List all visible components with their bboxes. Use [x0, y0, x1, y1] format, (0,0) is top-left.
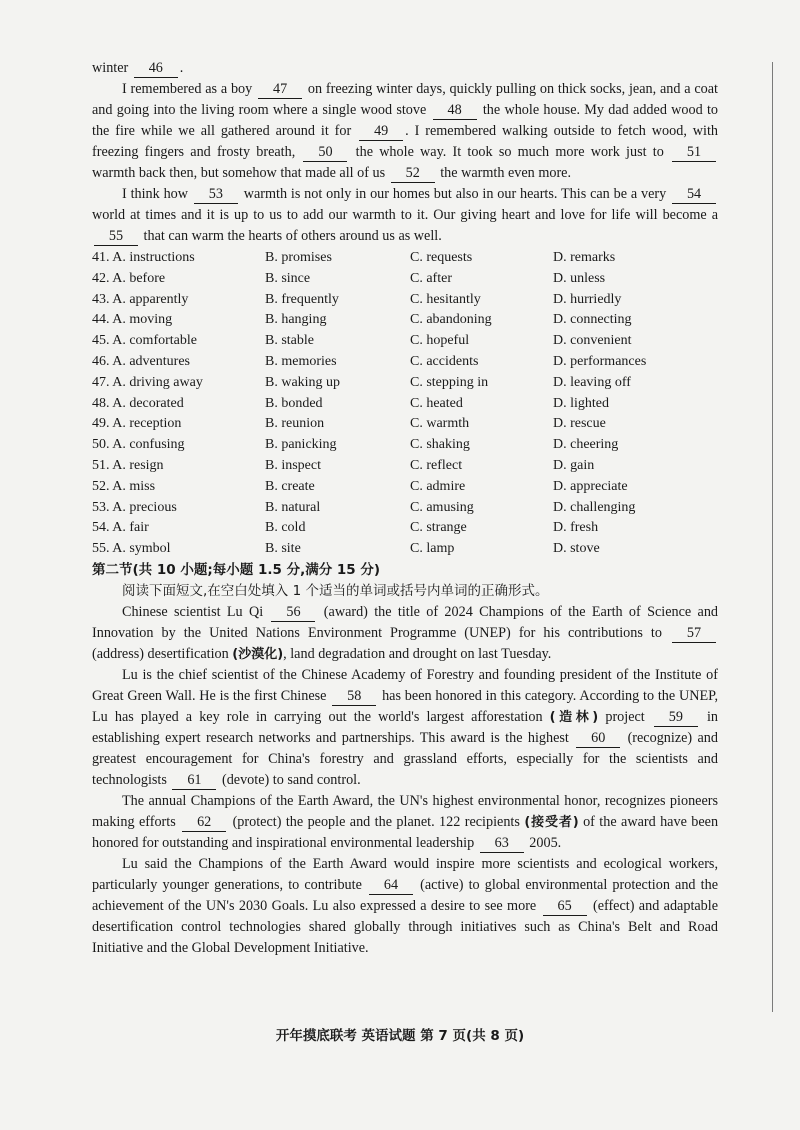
option-b: B. stable: [265, 333, 314, 349]
gloss-desertification: (沙漠化): [232, 646, 284, 662]
option-a: 53. A. precious: [92, 499, 177, 515]
option-b: B. waking up: [265, 374, 341, 390]
blank-58: 58: [332, 688, 376, 706]
option-b: B. promises: [265, 250, 332, 265]
option-a: 45. A. comfortable: [92, 333, 197, 349]
option-b: B. site: [265, 541, 301, 557]
option-row-46: [92, 352, 718, 373]
page-footer: 开年摸底联考 英语试题 第 7 页(共 8 页): [275, 1028, 525, 1044]
option-d: D. unless: [553, 270, 606, 286]
option-a: 43. A. apparently: [92, 291, 189, 307]
option-a: 51. A. resign: [92, 457, 164, 473]
option-row-48: [92, 394, 718, 415]
option-c: C. admire: [410, 478, 466, 494]
option-c: C. accidents: [410, 353, 479, 369]
option-c: C. shaking: [410, 437, 470, 453]
option-d: D. lighted: [553, 395, 609, 411]
option-b: B. since: [265, 270, 311, 286]
blank-55: 55: [94, 228, 138, 246]
option-row-55: [92, 539, 718, 560]
option-d: D. convenient: [553, 333, 632, 349]
blank-48: 48: [433, 102, 477, 120]
option-c: C. reflect: [410, 457, 463, 473]
option-b: B. natural: [265, 499, 321, 515]
option-c: C. heated: [410, 395, 463, 411]
option-row-45: [92, 331, 718, 352]
option-c: C. strange: [410, 520, 467, 536]
option-a: 48. A. decorated: [92, 395, 184, 411]
option-c: C. requests: [410, 250, 473, 265]
option-d: D. hurriedly: [553, 291, 622, 307]
option-d: D. rescue: [553, 416, 606, 432]
option-c: C. amusing: [410, 499, 474, 515]
passage2-paragraph-2: Lu is the chief scientist of the Chinese Academy of Forestry and founding president of the Institute of Great Green Wall. He is the first Chinese 58 has been honored in this category. According to the UNEP, Lu has played a key role in carrying out the world's largest afforestation (造林) project 59 in establishing expert research networks and partnerships. This award is the highest 60 (recognize) and greatest encouragement for China's forestry and grassland efforts, especially for the scientists and technologists 61 (devote) to sand control.: [92, 666, 719, 788]
gloss-afforestation: (造林): [549, 709, 599, 725]
blank-49: 49: [359, 123, 403, 141]
option-c: C. hopeful: [410, 333, 470, 349]
option-d: D. fresh: [553, 520, 599, 536]
option-a: 47. A. driving away: [92, 374, 203, 390]
option-b: B. bonded: [265, 395, 323, 411]
option-row-54: [92, 518, 718, 539]
blank-46: 46: [134, 60, 178, 78]
exam-page: [92, 58, 718, 959]
option-row-42: [92, 269, 718, 290]
option-c: C. abandoning: [410, 312, 492, 328]
option-row-47: [92, 373, 718, 394]
passage1-paragraph-2: I think how 53 warmth is not only in our homes but also in our hearts. This can be a very 54 world at times and it is up to us to add our warmth to it. Our giving heart and love for life will become a 55 that can warm the hearts of others around us as well.: [92, 186, 718, 244]
option-c: C. after: [410, 270, 452, 286]
option-a: 46. A. adventures: [92, 353, 190, 369]
option-a: 41. A. instructions: [92, 250, 195, 265]
blank-51: 51: [672, 144, 716, 162]
option-a: 44. A. moving: [92, 312, 173, 328]
option-row-49: [92, 414, 718, 435]
option-a: 42. A. before: [92, 270, 166, 286]
passage2-paragraph-4: Lu said the Champions of the Earth Award would inspire more scientists and ecological workers, particularly younger generations, to contribute 64 (active) to global environmental protection and the achievement of the UN's 2030 Goals. Lu also expressed a desire to see more 65 (effect) and adaptable desertification control technologies shared globally through initiatives such as China's Belt and Road Initiative and the Global Development Initiative.: [92, 855, 719, 956]
option-b: B. cold: [265, 520, 306, 536]
option-row-51: [92, 456, 718, 477]
option-b: B. reunion: [265, 416, 325, 432]
option-d: D. remarks: [553, 250, 616, 265]
option-c: C. warmth: [410, 416, 470, 432]
option-b: B. panicking: [265, 437, 337, 453]
option-row-44: [92, 310, 718, 331]
option-d: D. leaving off: [553, 374, 631, 390]
option-a: 55. A. symbol: [92, 541, 171, 557]
gloss-recipients: (接受者): [524, 814, 579, 830]
blank-47: 47: [258, 81, 302, 99]
blank-50: 50: [303, 144, 347, 162]
option-c: C. stepping in: [410, 374, 489, 390]
option-d: D. stove: [553, 541, 600, 557]
option-a: 52. A. miss: [92, 478, 156, 494]
option-b: B. hanging: [265, 312, 327, 328]
section-heading: 第二节(共 10 小题;每小题 1.5 分,满分 15 分): [92, 561, 381, 578]
option-c: C. hesitantly: [410, 291, 481, 307]
option-d: D. connecting: [553, 312, 632, 328]
option-b: B. create: [265, 478, 315, 494]
passage2-paragraph-3: The annual Champions of the Earth Award, the UN's highest environmental honor, recognizes pioneers making efforts 62 (protect) the people and the planet. 122 recipients (接受者) of the award have been honored for outstanding and inspirational environmental leadership 63 2005.: [92, 792, 719, 851]
option-c: C. lamp: [410, 541, 455, 557]
blank-52: 52: [391, 165, 435, 183]
option-b: B. frequently: [265, 291, 339, 307]
option-d: D. performances: [553, 353, 647, 369]
option-a: 49. A. reception: [92, 416, 182, 432]
option-a: 54. A. fair: [92, 520, 149, 536]
blank-53: 53: [194, 186, 238, 204]
passage1-paragraph-1: I remembered as a boy 47 on freezing winter days, quickly pulling on thick socks, jean, and a coat and going into the living room where a single wood stove 48 the whole house. My dad added wood to the fire while we all gathered around it for 49 . I remembered walking outside to fetch wood, with freezing fingers and frosty breath, 50 the whole way. It took so much more work just to 51 warmth back then, but somehow that made all of us 52 the warmth even more.: [92, 81, 719, 181]
option-d: D. challenging: [553, 499, 636, 515]
option-row-41: [92, 248, 718, 269]
blank-61: 61: [172, 772, 216, 790]
answer-options: [92, 248, 718, 560]
blank-62: 62: [182, 814, 226, 832]
option-d: D. gain: [553, 457, 595, 473]
option-b: B. inspect: [265, 457, 321, 473]
option-row-43: [92, 290, 718, 311]
passage2-paragraph-1: Chinese scientist Lu Qi 56 (award) the title of 2024 Champions of the Earth of Science and Innovation by the United Nations Environment Programme (UNEP) for his contributions to 57 (address) desertification (沙漠化), land degradation and drought on last Tuesday.: [92, 603, 719, 662]
page-edge-line: [772, 62, 773, 1012]
blank-60: 60: [576, 730, 620, 748]
blank-57: 57: [672, 625, 716, 643]
option-b: B. memories: [265, 353, 337, 369]
section-instruction: 阅读下面短文,在空白处填入 1 个适当的单词或括号内单词的正确形式。: [122, 582, 549, 599]
blank-63: 63: [480, 835, 524, 853]
option-d: D. cheering: [553, 437, 619, 453]
option-row-52: [92, 477, 718, 498]
option-d: D. appreciate: [553, 478, 628, 494]
blank-64: 64: [369, 877, 413, 895]
blank-65: 65: [543, 898, 587, 916]
blank-56: 56: [271, 604, 315, 622]
option-row-50: [92, 435, 718, 456]
blank-54: 54: [672, 186, 716, 204]
passage1-fragment: winter 46 .: [92, 60, 184, 76]
blank-59: 59: [654, 709, 698, 727]
option-a: 50. A. confusing: [92, 437, 185, 453]
option-row-53: [92, 498, 718, 519]
